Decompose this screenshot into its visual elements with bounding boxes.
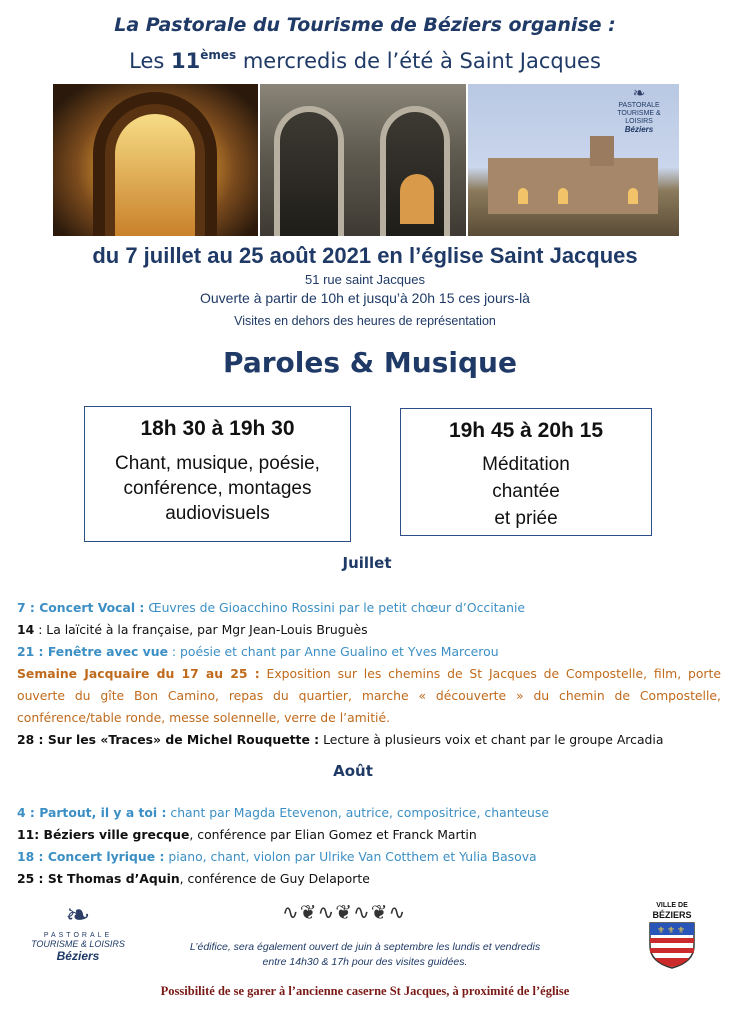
beziers-crest	[642, 902, 702, 975]
bird-icon: ❧	[632, 85, 646, 102]
opening-hours: Ouverte à partir de 10h et jusqu’à 20h 15 ces jours-là	[200, 290, 530, 306]
crest-label: VILLE DE	[656, 902, 688, 909]
guided-visits-note: L’édifice, sera également ouvert de juin à septembre les lundis et vendredis entre 14h30 & 17h pour des visites guidées.	[189, 941, 541, 968]
session-box-2	[400, 408, 652, 536]
pastorale-logo: ❧ PASTORALE TOURISME & LOISIRS Béziers	[22, 900, 134, 963]
header-line-1: La Pastorale du Tourisme de Béziers organise :	[114, 14, 616, 36]
event-july-21: 21 : Fenêtre avec vue : poésie et chant par Anne Gualino et Yves Marcerou	[17, 644, 499, 659]
session-1-description: Chant, musique, poésie, conférence, montages audiovisuels	[115, 453, 320, 524]
church-exterior-photo	[468, 84, 679, 236]
edition-number: 11	[170, 49, 201, 73]
event-aug-18: 18 : Concert lyrique : piano, chant, violon par Ulrike Van Cotthem et Yulia Basova	[17, 849, 537, 864]
church-nave-photo	[53, 84, 258, 236]
event-july-28: 28 : Sur les «Traces» de Michel Rouquette : Lecture à plusieurs voix et chant par le groupe Arcadia	[17, 732, 664, 747]
event-july-7: 7 : Concert Vocal : Œuvres de Gioacchino Rossini par le petit chœur d’Occitanie	[17, 600, 526, 615]
photo-strip	[53, 84, 679, 236]
bird-icon: ❧	[65, 899, 91, 932]
address: 51 rue saint Jacques	[305, 272, 425, 287]
month-heading-juillet: Juillet	[342, 554, 392, 572]
svg-text:⚜: ⚜	[677, 926, 686, 936]
session-2-description: Méditation chantée et priée	[482, 454, 570, 529]
event-dates: du 7 juillet au 25 août 2021 en l’église Saint Jacques	[92, 243, 638, 268]
church-arches-photo	[260, 84, 466, 236]
event-aug-11: 11: Béziers ville grecque, conférence par Elian Gomez et Franck Martin	[17, 827, 477, 842]
event-july-14: 14 : La laïcité à la française, par Mgr Jean-Louis Bruguès	[17, 622, 368, 637]
pastorale-logo-small: ❧ PASTORALE TOURISME & LOISIRS Béziers	[607, 86, 671, 134]
visits-note: Visites en dehors des heures de représentation	[234, 314, 496, 328]
coat-of-arms-icon	[647, 920, 697, 970]
event-semaine-jacquaire: Semaine Jacquaire du 17 au 25 : Exposition sur les chemins de St Jacques de Compostelle, film, porte ouverte du gîte Bon Camino, repas du quartier, marche « découverte » du chemin de Compostelle, conférence/table ronde, messe solennelle, verre de l’amitié.	[17, 666, 721, 725]
session-1-time: 18h 30 à 19h 30	[140, 417, 295, 440]
page-title: Paroles & Musique	[223, 346, 517, 379]
session-box-1	[84, 406, 351, 542]
crest-city: BÉZIERS	[652, 910, 692, 920]
month-heading-aout: Août	[333, 762, 373, 780]
edition-suffix: èmes	[200, 48, 237, 62]
session-2-time: 19h 45 à 20h 15	[448, 419, 604, 442]
event-aug-4: 4 : Partout, il y a toi : chant par Magda Etevenon, autrice, compositrice, chanteuse	[17, 805, 549, 820]
svg-text:⚜: ⚜	[667, 926, 676, 936]
parking-info: Possibilité de se garer à l’ancienne caserne St Jacques, à proximité de l’église	[160, 984, 570, 998]
svg-text:⚜: ⚜	[657, 926, 666, 936]
event-aug-25: 25 : St Thomas d’Aquin, conférence de Guy Delaporte	[17, 871, 370, 886]
header-line-2: Les 11èmes mercredis de l’été à Saint Jacques	[129, 48, 601, 73]
ornament-divider-icon: ∿❦∿❦∿❦∿	[282, 902, 407, 924]
